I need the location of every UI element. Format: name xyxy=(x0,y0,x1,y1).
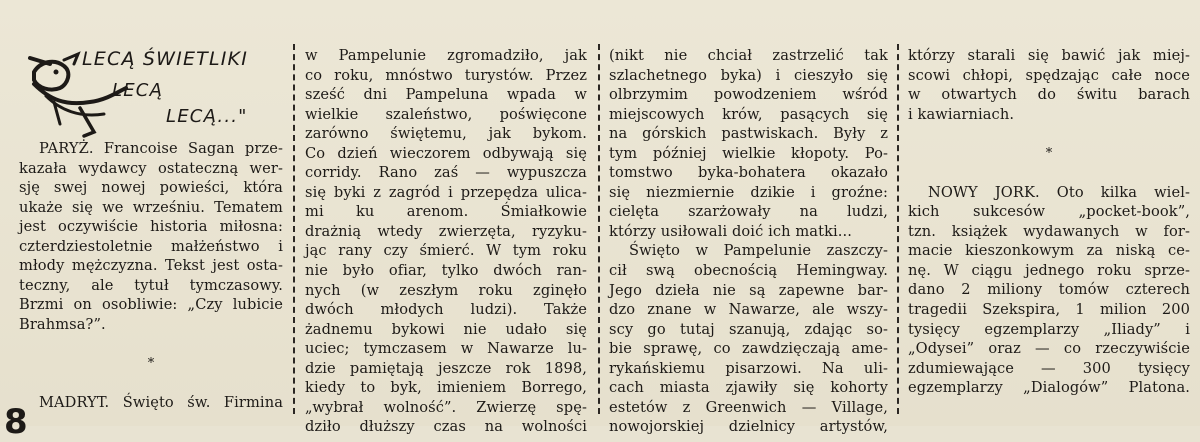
col3-line: miejscowych krów, pasących się xyxy=(609,105,888,123)
col4-line: kich sukcesów „pocket-book”, xyxy=(908,203,1190,221)
col3-line: Święto w Pampelunie zaszczy- xyxy=(629,242,888,260)
col3-line: cach miasta zjawiły się kohorty xyxy=(609,379,888,397)
col3-line: którzy usiłowali doić ich matki... xyxy=(609,222,852,240)
col3-line: rykańskiemu pisarzowi. Na uli- xyxy=(609,359,888,377)
section-separator-star: * xyxy=(147,355,155,371)
section-separator-star: * xyxy=(1045,145,1053,161)
col3-line: scy go tutaj szanują, zdając so- xyxy=(609,320,888,338)
col1-line: młody mężczyzna. Tekst jest osta- xyxy=(19,257,283,275)
col3-line: olbrzymim powodzeniem wśród xyxy=(609,86,888,104)
col3-line: Jego dzieła nie są zapewne bar- xyxy=(609,281,888,299)
col1-line: teczny, ale tytuł tymczasowy. xyxy=(19,276,283,294)
col3-line: dzo znane w Nawarze, ale wszy- xyxy=(609,301,888,319)
col2-line: nych (w zeszłym roku zginęło xyxy=(305,281,587,299)
col3-line: estetów z Greenwich — Village, xyxy=(609,398,888,416)
col2-line: wielkie szaleństwo, poświęcone xyxy=(305,105,587,123)
col2-line: dziło dłuższy czas na wolności xyxy=(305,418,587,436)
col4-line: „Odysei” oraz — co rzeczywiście xyxy=(908,340,1190,358)
column-divider-3 xyxy=(897,44,899,414)
col4-line: tzn. książek wydawanych w for- xyxy=(908,222,1190,240)
col2-line: dzie pamiętają jeszcze rok 1898, xyxy=(305,359,587,377)
col2-line: sześć dni Pampeluna wpada w xyxy=(305,86,587,104)
header-title-line-2: LECĄ xyxy=(112,80,164,101)
col4-line: tragedii Szekspira, 1 milion 200 xyxy=(908,301,1190,319)
header-title-line-1: LECĄ ŚWIETLIKI xyxy=(82,48,249,70)
col1-line: ukaże się we wrześniu. Tematem xyxy=(19,198,283,216)
col3-line: nowojorskiej dzielnicy artystów, xyxy=(609,418,888,436)
col2-line: się byki z zagród i przepędza ulica- xyxy=(305,183,587,201)
col2-line: dwóch młodych ludzi). Także xyxy=(305,301,587,319)
col1-line: kazała wydawcy ostateczną wer- xyxy=(19,159,283,177)
column-header-logo xyxy=(20,44,288,140)
col2-line: co roku, mnóstwo turystów. Przez xyxy=(305,66,587,84)
col2-line: corridy. Rano zaś — wypuszcza xyxy=(305,164,587,182)
col4-line: zdumiewające — 300 tysięcy xyxy=(908,359,1190,377)
col2-line: zarówno świętemu, jak bykom. xyxy=(305,125,587,143)
col3-line: cił swą obecnością Hemingway. xyxy=(609,262,888,280)
col3-line: bie sprawę, co zawdzięczają ame- xyxy=(609,340,888,358)
col2-line: kiedy to byk, imieniem Borrego, xyxy=(305,379,587,397)
header-title-line-3: LECĄ..." xyxy=(166,106,248,127)
col4-line: NOWY JORK. Oto kilka wiel- xyxy=(928,183,1190,201)
column-divider-2 xyxy=(598,44,600,414)
col1-line: PARYŻ. Francoise Sagan prze- xyxy=(39,140,283,157)
col3-line: tym później wielkie kłopoty. Po- xyxy=(609,144,888,162)
col2-line: uciec; tymczasem w Nawarze lu- xyxy=(305,340,587,358)
col4-line: scowi chłopi, spędzając całe noce xyxy=(908,66,1190,84)
col2-line: mi ku arenom. Śmiałkowie xyxy=(305,203,587,221)
article-column-4 xyxy=(908,46,1190,398)
col4-line: egzemplarzy „Dialogów” Platona. xyxy=(908,379,1190,397)
col2-line: „wybrał wolność”. Zwierzę spę- xyxy=(305,398,587,416)
col2-line: nie było ofiar, tylko dwóch ran- xyxy=(305,262,587,280)
col2-line: drażnią wtedy zwierzęta, ryzyku- xyxy=(305,222,587,240)
col2-line: w Pampelunie zgromadziło, jak xyxy=(305,47,587,64)
col4-line: tysięcy egzemplarzy „Iliady” i xyxy=(908,320,1190,338)
column-divider-1 xyxy=(293,44,295,414)
col3-line: szlachetnego byka) i cieszyło się xyxy=(609,66,888,84)
article-column-2 xyxy=(305,46,587,437)
col1-line: sję swej nowej powieści, która xyxy=(19,179,283,197)
article-column-1 xyxy=(19,139,283,413)
col3-line: na górskich pastwiskach. Były z xyxy=(609,125,888,143)
col4-line: którzy starali się bawić jak miej- xyxy=(908,47,1190,64)
col1-line: czterdziestoletnie małżeństwo i xyxy=(19,237,283,255)
col4-line: w otwartych do świtu barach xyxy=(908,86,1190,104)
col3-line: tomstwo byka-bohatera okazało xyxy=(609,164,888,182)
col4-line: i kawiarniach. xyxy=(908,105,1015,123)
col3-line: się niezmiernie dzikie i groźne: xyxy=(609,183,888,201)
article-column-3 xyxy=(609,46,888,437)
col1-line: MADRYT. Święto św. Firmina xyxy=(39,394,283,412)
col1-line: Brahmsa?”. xyxy=(19,315,106,333)
page-number: 8 xyxy=(4,402,28,442)
col4-line: nę. W ciągu jednego roku sprze- xyxy=(908,261,1190,279)
col2-line: jąc rany czy śmierć. W tym roku xyxy=(305,242,587,260)
col4-line: macie kieszonkowym za niską ce- xyxy=(908,242,1190,260)
col2-line: żadnemu bykowi nie udało się xyxy=(305,320,587,338)
col3-line: (nikt nie chciał zastrzelić tak xyxy=(609,47,888,64)
col2-line: Co dzień wieczorem odbywają się xyxy=(305,144,587,162)
col1-line: Brzmi on osobliwie: „Czy lubicie xyxy=(19,296,283,314)
col4-line: dano 2 miliony tomów czterech xyxy=(908,281,1190,299)
col3-line: cielęta szarżowały na ludzi, xyxy=(609,203,888,221)
col1-line: jest oczywiście historia miłosna: xyxy=(19,218,283,236)
